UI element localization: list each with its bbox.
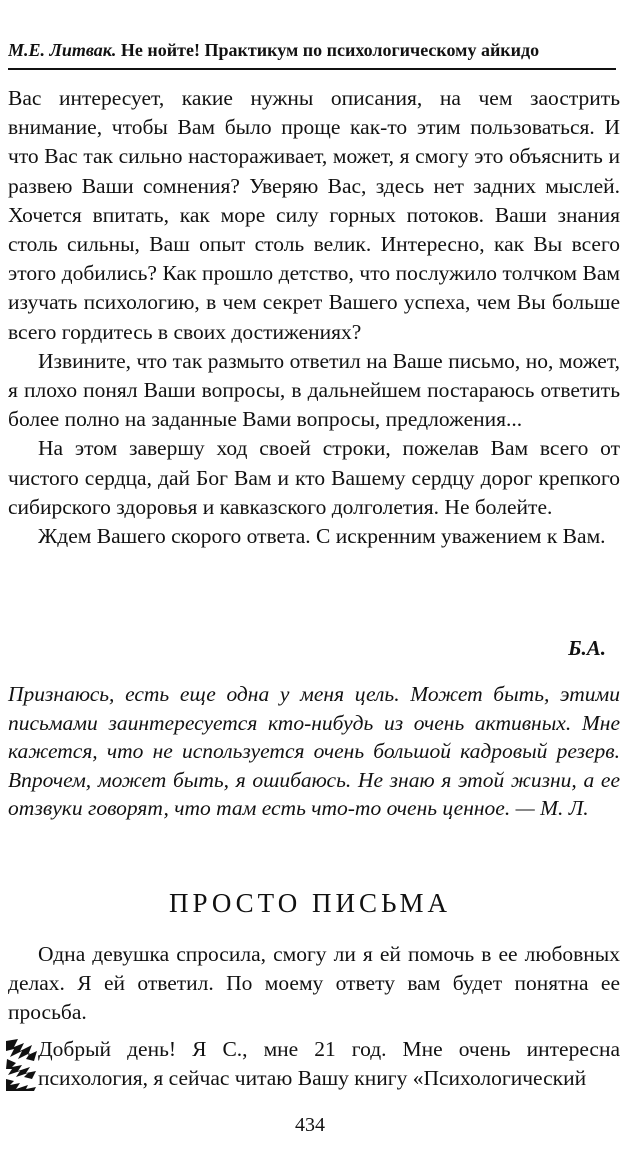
page-number: 434 <box>295 1114 325 1136</box>
paragraph-1: Вас интересует, какие нужны описания, на чем заострить внимание, чтобы Вам было проще как-то этим пользоваться. И что Вас так сильно настораживает, может, я смогу это объяснить и развею Ваши сомнения? Уверяю Вас, здесь нет задних мыслей. Хочется впитать, как море силу горных потоков. Ваши знания столь сильны, Ваш опыт столь велик. Интересно, как Вы всего этого добились? Как прошло детство, что послужило толчком Вам изучать психологию, в чем секрет Вашего успеха, чем Вы больше всего гордитесь в своих достижениях? <box>8 86 620 344</box>
header-author: М.Е. Литвак. <box>8 40 117 60</box>
header-book-title: Не нойте! Практикум по психологическому айкидо <box>120 40 540 60</box>
section-intro <box>8 940 620 1028</box>
author-commentary <box>8 680 620 823</box>
letter-start <box>4 1035 620 1093</box>
paragraph-2: Извините, что так размыто ответил на Ваше письмо, но, может, я плохо понял Ваши вопросы, в дальнейшем постараюсь ответить более полно на заданные Вами вопросы, предложения... <box>8 348 620 432</box>
letter-start-text: Добрый день! Я С., мне 21 год. Мне очень интересна психология, я сейчас читаю Вашу книгу «Психологический <box>38 1037 620 1091</box>
letter-body <box>8 84 620 551</box>
section-intro-text: Одна девушка спросила, смогу ли я ей помочь в ее любовных делах. Я ей ответил. По моему ответу вам будет понятна ее просьба. <box>8 942 620 1025</box>
running-header <box>8 40 616 70</box>
letter-signature: Б.А. <box>568 636 606 660</box>
paragraph-3: На этом завершу ход своей строки, пожелав Вам всего от чистого сердца, дай Бог Вам и кто Вашему сердцу дорог крепкого сибирского здоровья и кавказского долголетия. Не болейте. <box>8 436 620 519</box>
commentary-text: Признаюсь, есть еще одна у меня цель. Может быть, этими письмами заинтересуется кто-нибудь из очень активных. Мне кажется, что не используется очень большой кадровый резерв. Впрочем, может быть, я ошибаюсь. Не знаю я этой жизни, а ее отзвуки говорят, что там есть что-то очень ценное. — М. Л. <box>8 682 620 821</box>
paragraph-4: Ждем Вашего скорого ответа. С искренним уважением к Вам. <box>38 524 606 549</box>
letter-marker-icon <box>4 1037 38 1091</box>
section-title: ПРОСТО ПИСЬМА <box>168 888 451 918</box>
